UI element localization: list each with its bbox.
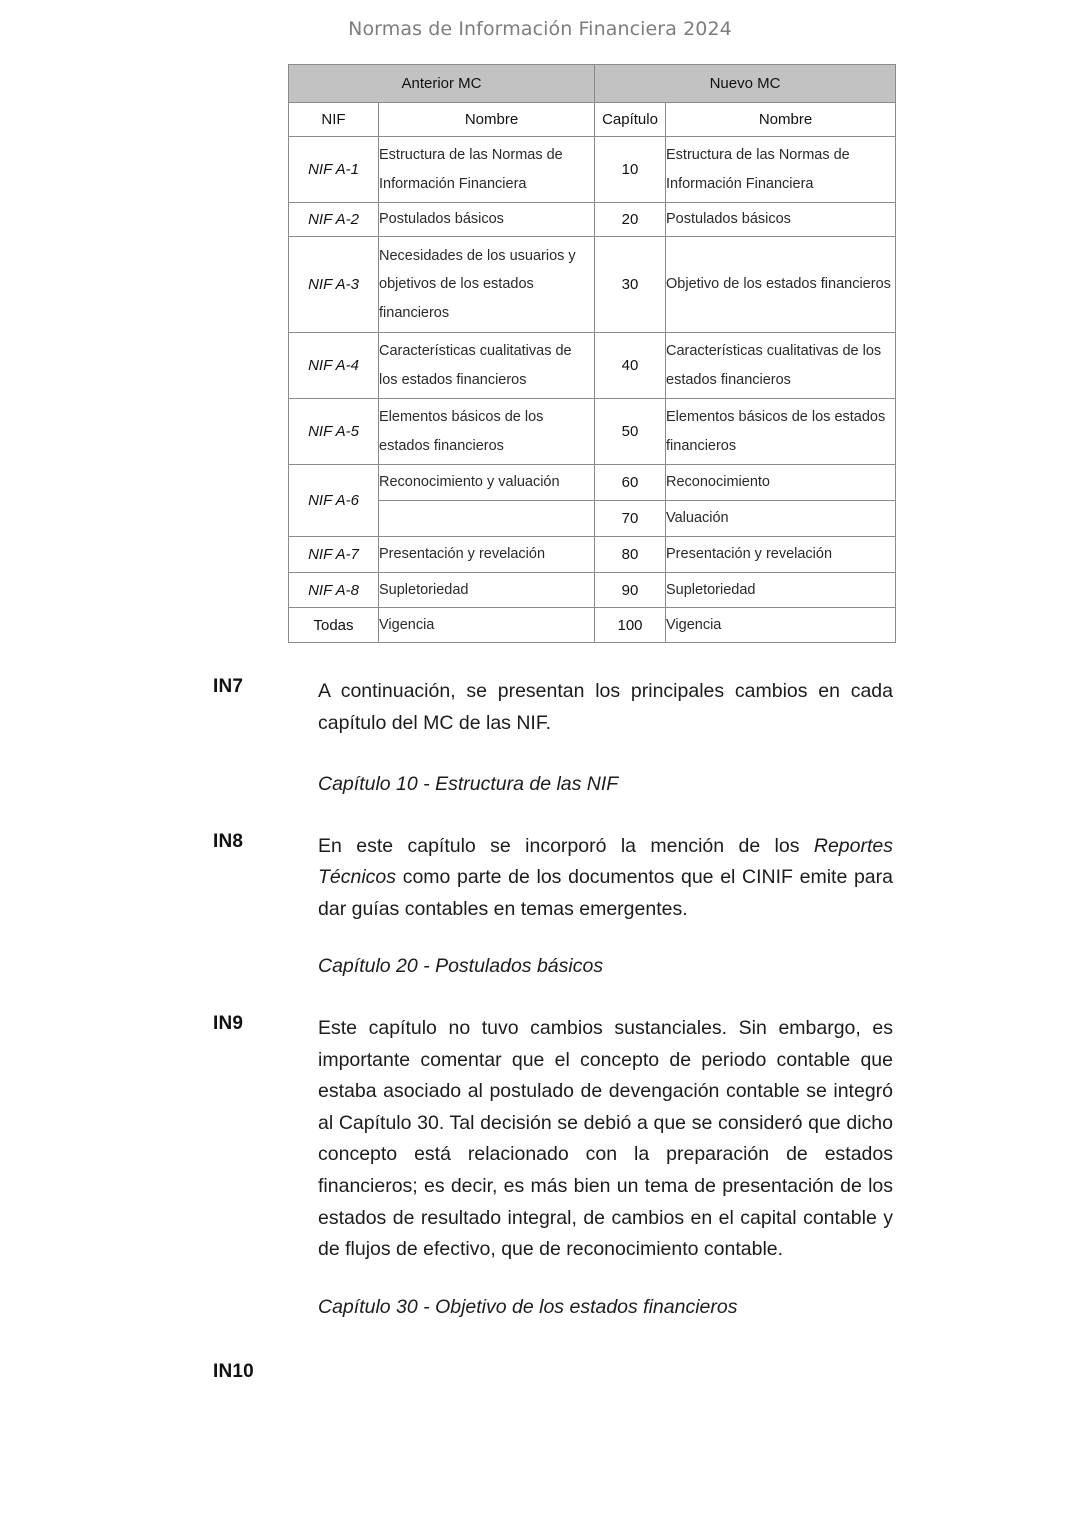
cell-capitulo: 50 [595,399,666,465]
table-row [289,537,896,573]
cell-nombre-new: Objetivo de los estados financieros [666,237,896,333]
spacer [0,983,1080,1013]
table-row [289,608,896,643]
table-row [289,465,896,501]
table-row [289,203,896,237]
cell-nif: NIF A-2 [289,203,379,237]
cell-nombre-old: Postulados básicos [379,203,595,237]
paragraph-text-in9: Este capítulo no tuvo cambios sustanciales. Sin embargo, es importante comentar que el concepto de periodo contable que estaba asociado al postulado de devengación contable se integró al Capítulo 30. Tal decisión se debió a que se consideró que dicho concepto está relacionado con la preparación de estados financieros; es decir, es más bien un tema de presentación de los estados de resultado integral, de cambios en el capital contable y de flujos de efectivo, que de reconocimiento contable. [318,1017,893,1261]
paragraph-in8 [0,831,1080,926]
table-row [289,501,896,537]
in8-text-part2: como parte de los documentos que el CINIF emite para dar guías contables en temas emergentes. [318,866,893,920]
cell-nombre-old: Necesidades de los usuarios y objetivos de los estados financieros [379,237,595,333]
cell-nombre-new: Estructura de las Normas de Información Financiera [666,137,896,203]
paragraph-number-in7: IN7 [213,676,244,697]
spacer [0,925,1080,951]
cell-nombre-old: Elementos básicos de los estados financieros [379,399,595,465]
subheading-capitulo-30: Capítulo 30 - Objetivo de los estados financieros [318,1295,738,1318]
spacer [0,739,1080,769]
cell-nif: NIF A-6 [289,465,379,537]
cell-nombre-old: Supletoriedad [379,573,595,608]
cell-capitulo: 90 [595,573,666,608]
column-header-nombre-new: Nombre [666,103,896,137]
cell-nombre-old-empty [379,501,595,537]
table-body [289,137,896,643]
cell-nombre-old: Presentación y revelación [379,537,595,573]
paragraph-number-in8: IN8 [213,830,244,852]
cell-nif: NIF A-5 [289,399,379,465]
paragraph-in9 [0,1013,1080,1266]
cell-capitulo: 40 [595,333,666,399]
cell-nombre-new: Reconocimiento [666,465,896,501]
cell-capitulo: 30 [595,237,666,333]
comparison-table-container [288,64,895,643]
paragraph-text-in7: A continuación, se presentan los principales cambios en cada capítulo del MC de las NIF. [318,680,893,734]
in8-emphasis: Reportes Técnicos [318,834,893,889]
group-header-nuevo-mc: Nuevo MC [595,65,896,103]
table-row [289,573,896,608]
cell-capitulo: 20 [595,203,666,237]
page-running-head: Normas de Información Financiera 2024 [348,18,732,40]
cell-capitulo: 60 [595,465,666,501]
nif-comparison-table [288,64,896,643]
column-header-nif: NIF [289,103,379,137]
cell-nombre-old: Reconocimiento y valuación [379,465,595,501]
subheading-capitulo-10: Capítulo 10 - Estructura de las NIF [318,773,619,796]
in8-text-part1: En este capítulo se incorporó la mención de los [318,834,814,857]
column-header-nombre-old: Nombre [379,103,595,137]
table-row [289,333,896,399]
table-group-header-row [289,65,896,103]
table-head [289,65,896,137]
cell-nombre-old: Vigencia [379,608,595,643]
cell-nif: NIF A-3 [289,237,379,333]
cell-nombre-new: Vigencia [666,608,896,643]
cell-capitulo: 10 [595,137,666,203]
spacer [0,801,1080,831]
cell-nombre-old: Estructura de las Normas de Información Financiera [379,137,595,203]
paragraph-text-in8 [318,831,893,926]
cell-nif: NIF A-1 [289,137,379,203]
subheading-capitulo-20: Capítulo 20 - Postulados básicos [318,955,604,978]
group-header-anterior-mc: Anterior MC [289,65,595,103]
table-row [289,237,896,333]
cell-nif: NIF A-8 [289,573,379,608]
cell-nif: NIF A-7 [289,537,379,573]
spacer [0,1323,1080,1361]
cell-capitulo: 80 [595,537,666,573]
cell-nombre-new: Valuación [666,501,896,537]
column-header-capitulo: Capítulo [595,103,666,137]
spacer [0,1266,1080,1292]
paragraph-number-in9: IN9 [213,1013,244,1035]
table-column-header-row [289,103,896,137]
cell-nombre-new: Características cualitativas de los estados financieros [666,333,896,399]
cell-nif: NIF A-4 [289,333,379,399]
cell-capitulo: 70 [595,501,666,537]
cell-nombre-new: Presentación y revelación [666,537,896,573]
cell-nombre-new: Supletoriedad [666,573,896,608]
paragraph-number-in10: IN10 [213,1361,254,1383]
table-row [289,399,896,465]
table-row [289,137,896,203]
cell-nombre-old: Características cualitativas de los estados financieros [379,333,595,399]
cell-nombre-new: Postulados básicos [666,203,896,237]
paragraph-in7 [0,676,1080,739]
cell-nombre-new: Elementos básicos de los estados financieros [666,399,896,465]
cell-capitulo: 100 [595,608,666,643]
cell-nif: Todas [289,608,379,643]
document-body [0,676,1080,1383]
